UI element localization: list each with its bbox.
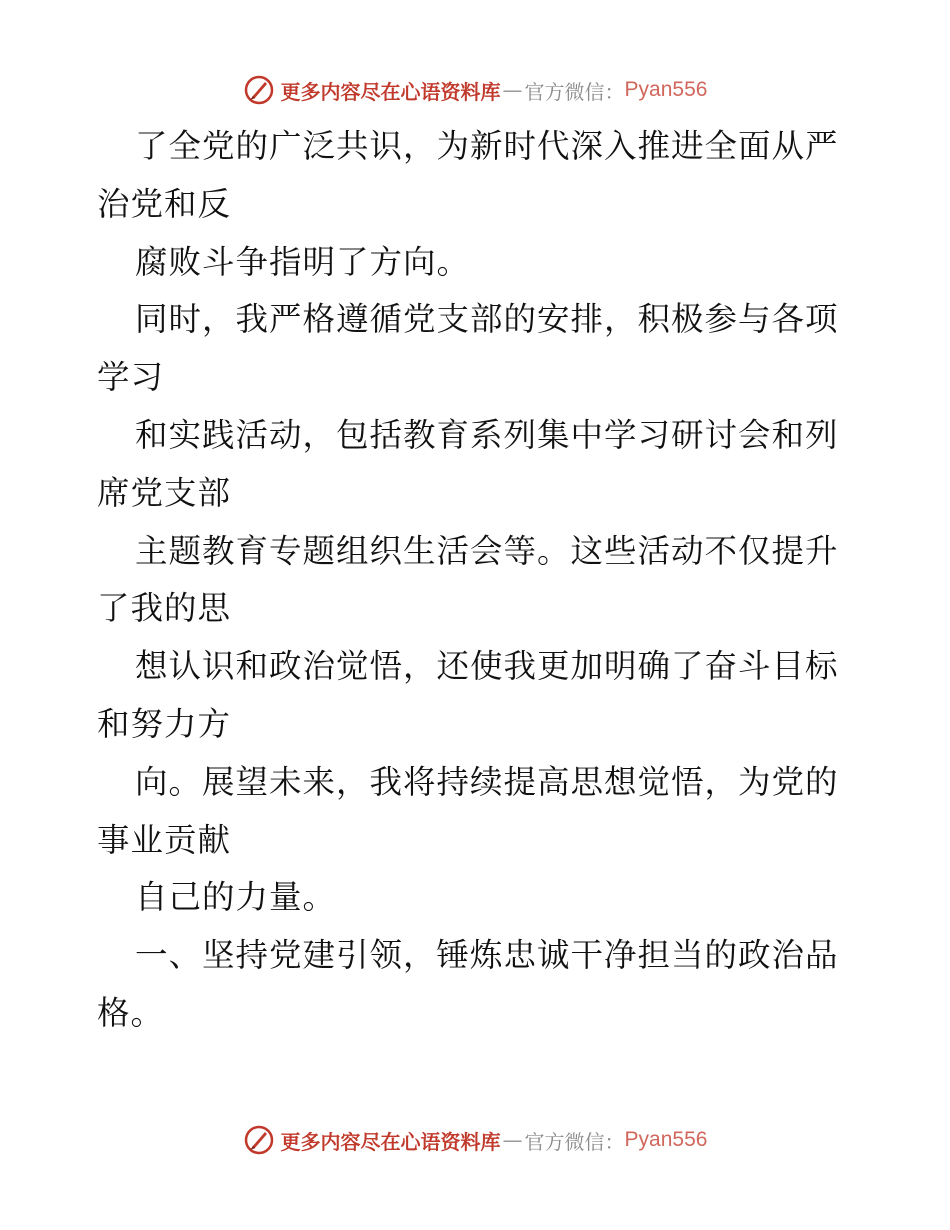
watermark-brand-text: 更多内容尽在心语资料库 [280,1129,501,1154]
paragraph-line: 和实践活动，包括教育系列集中学习研讨会和列 [135,415,839,454]
footer-watermark [0,1120,950,1160]
watermark-wechat-id: Pyan556 [624,1128,708,1151]
paragraph-line: 了全党的广泛共识，为新时代深入推进全面从严 [135,127,839,165]
paragraph-line: 席党支部 [97,473,232,512]
paragraph-line: 学习 [97,358,165,397]
watermark-official-text: 官方微信： [524,1129,625,1154]
paragraph-line: 腐败斗争指明了方向。 [135,242,471,281]
paragraph-line: 同时，我严格遵循党支部的安排，积极参与各项 [135,300,839,339]
paragraph-line: 和努力方 [97,704,232,743]
section-heading-line: 一、坚持党建引领，锤炼忠诚干净担当的政治品 [135,936,839,975]
paragraph-line: 向。展望未来，我将持续提高思想觉悟，为党的 [135,762,839,801]
paragraph-line: 主题教育专题组织生活会等。这些活动不仅提升 [135,531,839,570]
quill-logo-icon [243,74,275,106]
section-heading-line: 格。 [97,993,165,1032]
quill-logo-icon [243,1124,275,1156]
watermark-official-text: 官方微信： [524,79,625,104]
watermark-dash: — [502,1128,523,1152]
watermark-dash: — [502,78,523,102]
paragraph-line: 事业贡献 [97,820,232,859]
watermark-wechat-id: Pyan556 [624,78,708,101]
paragraph-line: 自己的力量。 [135,878,337,917]
paragraph-line: 治党和反 [97,184,232,223]
watermark-brand-text: 更多内容尽在心语资料库 [280,79,501,104]
paragraph-line: 想认识和政治觉悟，还使我更加明确了奋斗目标 [135,647,839,686]
header-watermark [0,70,950,110]
document-body [97,118,857,1043]
paragraph-line: 了我的思 [97,589,232,628]
